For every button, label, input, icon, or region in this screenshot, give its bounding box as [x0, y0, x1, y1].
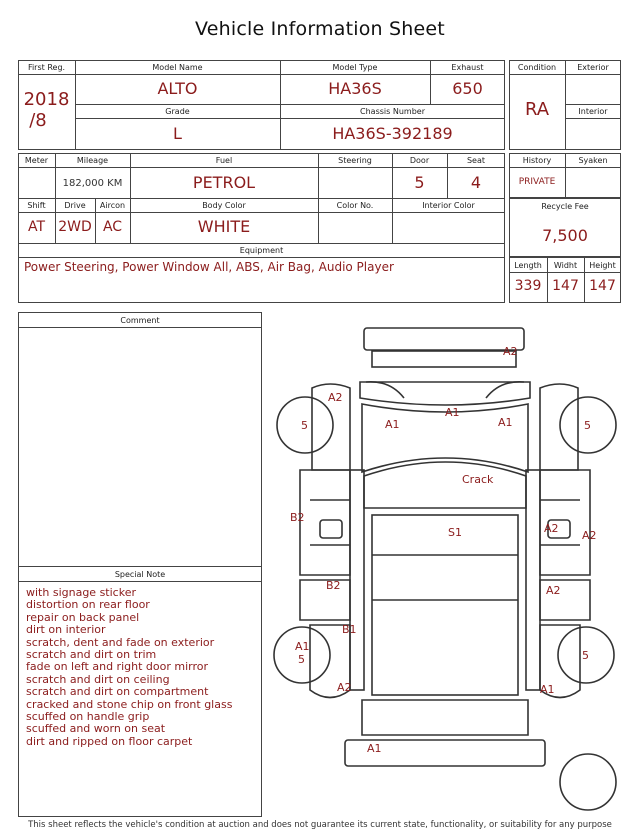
special-note-list — [26, 587, 258, 748]
meter-label: Meter — [24, 156, 49, 165]
condition-label: Condition — [517, 63, 557, 72]
mark-a2-rear-left: A2 — [337, 681, 352, 694]
height-value: 147 — [589, 278, 616, 294]
interior-color-label: Interior Color — [422, 201, 475, 210]
aircon-label: Aircon — [99, 201, 126, 210]
list-item: with signage sticker — [26, 586, 136, 599]
model-name-label: Model Name — [152, 63, 203, 72]
interior-label: Interior — [578, 107, 608, 116]
drive-value: 2WD — [58, 219, 92, 235]
mark-tire-front-right: 5 — [584, 419, 591, 432]
body-color-label: Body Color — [202, 201, 246, 210]
mileage-label: Mileage — [76, 156, 109, 165]
seat-label: Seat — [466, 156, 486, 165]
fuel-label: Fuel — [215, 156, 233, 165]
first-reg-month: /8 — [29, 110, 47, 131]
width-label: Widht — [553, 261, 578, 270]
seat-value: 4 — [470, 173, 482, 192]
comment-label: Comment — [120, 316, 160, 325]
list-item: fade on left and right door mirror — [26, 660, 208, 674]
exhaust-value: 650 — [452, 79, 483, 98]
list-item: repair on back panel — [26, 610, 140, 624]
page-title: Vehicle Information Sheet — [195, 18, 445, 40]
width-value: 147 — [552, 278, 579, 294]
car-damage-diagram — [266, 320, 626, 820]
equipment-label: Equipment — [239, 246, 284, 255]
history-value: PRIVATE — [518, 177, 556, 187]
list-item: scratch and dirt on trim — [26, 648, 157, 662]
mark-a1-rear-right: A1 — [540, 683, 555, 696]
mark-a2-right-front-door: A2 — [544, 522, 559, 535]
mark-tire-rear-left-5: 5 — [298, 653, 305, 666]
special-note-label: Special Note — [114, 570, 166, 579]
chassis-number-value: HA36S-392189 — [332, 124, 453, 143]
mark-b1-left: B1 — [342, 623, 357, 636]
mark-b2-left-door: B2 — [326, 579, 341, 592]
list-item: cracked and stone chip on front glass — [26, 697, 233, 711]
recycle-fee-value: 7,500 — [542, 226, 588, 245]
mark-a1-hood-center: A1 — [445, 406, 460, 419]
list-item: dirt and ripped on floor carpet — [26, 734, 193, 748]
syaken-label: Syaken — [578, 156, 608, 165]
model-type-value: HA36S — [328, 79, 382, 98]
exterior-label: Exterior — [577, 63, 609, 72]
chassis-number-label: Chassis Number — [360, 107, 425, 116]
mark-a1-bumper: A1 — [367, 742, 382, 755]
grade-label: Grade — [165, 107, 190, 116]
mark-tire-rear-left-a1: A1 — [295, 640, 310, 653]
steering-label: Steering — [338, 156, 372, 165]
mark-a2-top: A2 — [503, 345, 518, 358]
door-value: 5 — [414, 173, 425, 192]
aircon-value: AC — [102, 219, 123, 235]
drive-label: Drive — [64, 201, 86, 210]
mileage-value: 182,000 KM — [62, 178, 123, 189]
door-label: Door — [409, 156, 430, 165]
model-type-label: Model Type — [332, 63, 378, 72]
body-color-value: WHITE — [197, 217, 251, 236]
list-item: scuffed and worn on seat — [26, 722, 166, 736]
mark-tire-front-left: 5 — [301, 419, 308, 432]
mark-s1-roof: S1 — [448, 526, 462, 539]
mark-tire-rear-right: 5 — [582, 649, 589, 662]
mark-a1-hood-right: A1 — [498, 416, 513, 429]
list-item: dirt on interior — [26, 623, 106, 637]
recycle-fee-label: Recycle Fee — [541, 202, 589, 211]
height-label: Height — [589, 261, 616, 270]
mark-a1-hood-left: A1 — [385, 418, 400, 431]
condition-value: RA — [524, 99, 550, 120]
disclaimer-footer: This sheet reflects the vehicle's condition at auction and does not guarantee its current state, functionality, or suitability for any purpose — [28, 820, 612, 830]
grade-value: L — [173, 124, 182, 143]
model-name-value: ALTO — [157, 79, 198, 98]
first-reg-year: 2018 — [23, 89, 70, 110]
list-item: scratch and dirt on compartment — [26, 685, 209, 699]
shift-label: Shift — [27, 201, 46, 210]
mark-a2-front-left: A2 — [328, 391, 343, 404]
history-label: History — [522, 156, 552, 165]
list-item: distortion on rear floor — [26, 598, 150, 612]
mark-b2-left-front: B2 — [290, 511, 305, 524]
list-item: scratch, dent and fade on exterior — [26, 635, 215, 649]
mark-a2-right-rear-door: A2 — [546, 584, 561, 597]
length-label: Length — [514, 261, 542, 270]
color-no-label: Color No. — [336, 201, 374, 210]
length-value: 339 — [514, 278, 542, 294]
shift-value: AT — [27, 219, 46, 235]
list-item: scratch and dirt on ceiling — [26, 672, 170, 686]
equipment-value: Power Steering, Power Window All, ABS, Air Bag, Audio Player — [24, 260, 394, 274]
fuel-value: PETROL — [192, 173, 256, 192]
exhaust-label: Exhaust — [451, 63, 484, 72]
first-reg-label: First Reg. — [27, 63, 66, 72]
mark-a2-right-fender: A2 — [582, 529, 597, 542]
mark-crack: Crack — [462, 473, 494, 486]
list-item: scuffed on handle grip — [26, 710, 150, 724]
